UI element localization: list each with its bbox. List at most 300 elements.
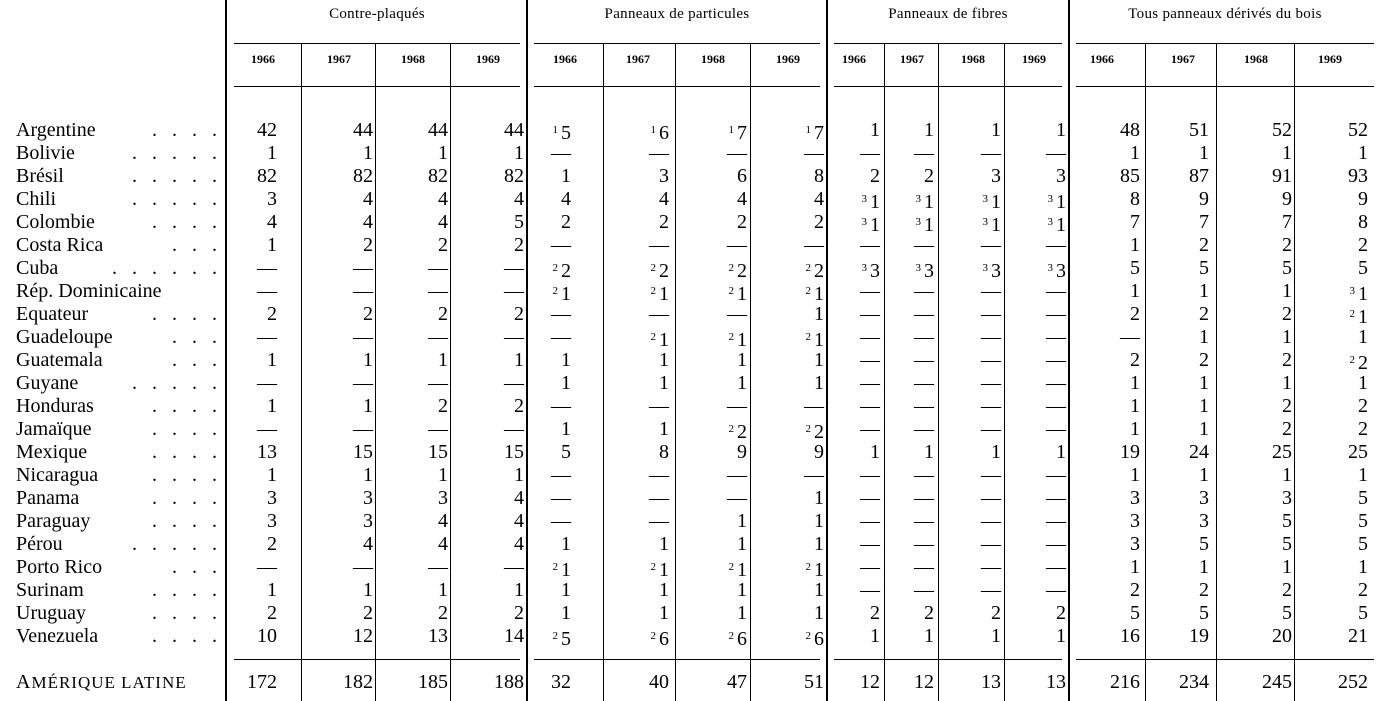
cell-value: —: [914, 234, 934, 256]
table-cell: [1149, 142, 1209, 165]
footnote-mark: 3: [1047, 216, 1053, 228]
cell-value: —: [860, 372, 880, 394]
footnote-mark: 2: [805, 561, 811, 573]
cell-value: 4: [659, 188, 669, 210]
table-cell: [764, 533, 824, 556]
cell-value: 1: [870, 625, 880, 647]
table-cell: [941, 303, 1001, 326]
leader-dots: . . . .: [152, 464, 222, 486]
cell-value: 44: [353, 119, 373, 141]
cell-value: 1: [659, 579, 669, 601]
footnote-mark: 3: [861, 216, 867, 228]
cell-value: —: [981, 510, 1001, 532]
cell-value: 52: [1348, 119, 1368, 141]
cell-value: 1: [814, 303, 824, 325]
table-cell: [1080, 303, 1140, 326]
cell-value: 2: [1282, 349, 1292, 371]
table-cell: [313, 487, 373, 510]
table-cell: [1232, 625, 1292, 648]
cell-value: 1: [870, 191, 880, 213]
footnote-mark: 2: [1349, 308, 1355, 320]
table-cell: [1308, 441, 1368, 464]
table-cell: [1080, 188, 1140, 211]
cell-value: 1: [991, 191, 1001, 213]
year-header: 1968: [401, 52, 425, 66]
cell-value: —: [551, 510, 571, 532]
leader-dots: . . .: [172, 234, 222, 256]
table-cell: [217, 211, 277, 234]
cell-value: 1: [1282, 372, 1292, 394]
cell-value: —: [860, 533, 880, 555]
cell-value: 21: [1348, 625, 1368, 647]
table-cell: [1080, 579, 1140, 602]
cell-value: 3: [1130, 510, 1140, 532]
group-underline: [534, 43, 820, 44]
table-cell: [217, 487, 277, 510]
cell-value: 3: [1056, 165, 1066, 187]
leader-dots: . . . . .: [132, 142, 222, 164]
leader-dots: . . . .: [152, 441, 222, 463]
cell-value: 1: [991, 441, 1001, 463]
cell-value: 1: [659, 533, 669, 555]
cell-value: 1: [363, 395, 373, 417]
table-cell: [217, 625, 277, 648]
table-cell: [609, 142, 669, 165]
country-name: Costa Rica: [16, 234, 104, 256]
cell-value: —: [428, 280, 448, 302]
table-cell: [941, 418, 1001, 441]
table-cell: [1149, 395, 1209, 418]
cell-value: 2: [1130, 349, 1140, 371]
country-name: Nicaragua: [16, 464, 99, 486]
table-cell: [1149, 326, 1209, 349]
table-cell: [1006, 372, 1066, 395]
cell-value: 1: [363, 142, 373, 164]
cell-value: 5: [1282, 533, 1292, 555]
table-cell: [687, 602, 747, 625]
cell-value: 15: [504, 441, 524, 463]
cell-value: 1: [438, 349, 448, 371]
table-cell: [1149, 211, 1209, 234]
table-cell: [1149, 418, 1209, 441]
cell-value: 1: [561, 418, 571, 440]
footnote-mark: 2: [552, 561, 558, 573]
cell-value: 2: [1358, 395, 1368, 417]
table-cell: [217, 510, 277, 533]
total-cell: 188: [494, 671, 524, 693]
cell-value: 51: [1189, 119, 1209, 141]
table-cell: [1006, 510, 1066, 533]
cell-value: 2: [1130, 303, 1140, 325]
cell-value: —: [860, 234, 880, 256]
cell-value: 1: [1358, 464, 1368, 486]
country-name: Pérou: [16, 533, 63, 555]
table-cell: [511, 211, 571, 234]
cell-value: 1: [561, 165, 571, 187]
table-cell: [1006, 326, 1066, 349]
cell-value: 1: [659, 372, 669, 394]
table-cell: [388, 625, 448, 648]
table-cell: [609, 487, 669, 510]
table-cell: [1006, 165, 1066, 188]
country-name: Mexique: [16, 441, 88, 463]
country-name: Guyane: [16, 372, 79, 394]
table-cell: [941, 395, 1001, 418]
cell-value: 1: [1282, 280, 1292, 302]
total-cell: 245: [1262, 671, 1292, 693]
table-cell: [874, 418, 934, 441]
year-header: 1966: [251, 52, 275, 66]
country-name: Venezuela: [16, 625, 99, 647]
country-name: Honduras: [16, 395, 94, 417]
country-name: Rép. Dominicaine: [16, 280, 162, 302]
footnote-mark: 2: [552, 630, 558, 642]
table-cell: [217, 349, 277, 372]
footnote-mark: 2: [728, 262, 734, 274]
cell-value: 2: [267, 602, 277, 624]
table-cell: [1308, 234, 1368, 257]
total-cell: 185: [418, 671, 448, 693]
cell-value: 91: [1272, 165, 1292, 187]
total-cell: 12: [860, 671, 880, 693]
table-cell: [1080, 533, 1140, 556]
cell-value: —: [914, 579, 934, 601]
cell-value: —: [551, 464, 571, 486]
leader-dots: . . . .: [152, 579, 222, 601]
cell-value: 9: [814, 441, 824, 463]
table-cell: [687, 487, 747, 510]
cell-value: —: [1046, 579, 1066, 601]
table-cell: [511, 303, 571, 326]
total-overline: [834, 659, 1062, 660]
cell-value: 1: [438, 142, 448, 164]
table-cell: [764, 487, 824, 510]
cell-value: —: [551, 326, 571, 348]
table-cell: [764, 165, 824, 188]
cell-value: —: [551, 142, 571, 164]
cell-value: —: [981, 418, 1001, 440]
table-cell: [1006, 579, 1066, 602]
footnote-mark: 3: [1349, 285, 1355, 297]
table-cell: [388, 234, 448, 257]
table-cell: [217, 579, 277, 602]
cell-value: 2: [924, 602, 934, 624]
group-header-contre-plaques: Contre-plaqués: [329, 6, 425, 22]
cell-value: —: [1046, 326, 1066, 348]
table-cell: [1232, 418, 1292, 441]
cell-value: —: [804, 142, 824, 164]
table-cell: [874, 395, 934, 418]
group-header-tous-panneaux: Tous panneaux dérivés du bois: [1128, 6, 1322, 22]
leader-dots: . . . .: [152, 211, 222, 233]
cell-value: 1: [267, 234, 277, 256]
table-cell: [820, 602, 880, 625]
year-header: 1969: [1318, 52, 1342, 66]
footnote-mark: 3: [915, 216, 921, 228]
column-divider: [375, 44, 376, 701]
footnote-mark: 3: [982, 262, 988, 274]
cell-value: —: [504, 326, 524, 348]
cell-value: —: [914, 395, 934, 417]
column-divider: [1294, 44, 1295, 701]
cell-value: —: [649, 395, 669, 417]
table-cell: [1308, 533, 1368, 556]
cell-value: 1: [1199, 418, 1209, 440]
cell-value: —: [649, 487, 669, 509]
cell-value: 2: [561, 211, 571, 233]
cell-value: 3: [1130, 487, 1140, 509]
group-header-panneaux-particules: Panneaux de particules: [604, 6, 750, 22]
cell-value: 3: [1056, 260, 1066, 282]
cell-value: 3: [1199, 487, 1209, 509]
table-cell: [1149, 487, 1209, 510]
table-cell: [217, 602, 277, 625]
table-cell: [764, 372, 824, 395]
cell-value: —: [727, 464, 747, 486]
cell-value: 1: [1130, 418, 1140, 440]
cell-value: 1: [267, 349, 277, 371]
cell-value: 2: [1199, 303, 1209, 325]
table-cell: [874, 510, 934, 533]
table-cell: [874, 326, 934, 349]
table-cell: [1308, 579, 1368, 602]
table-cell: [687, 533, 747, 556]
total-cell: 32: [551, 671, 571, 693]
cell-value: 9: [737, 441, 747, 463]
cell-value: 1: [1130, 280, 1140, 302]
table-cell: [820, 579, 880, 602]
cell-value: 1: [1130, 234, 1140, 256]
cell-value: —: [860, 326, 880, 348]
table-cell: [1149, 257, 1209, 280]
cell-value: —: [504, 280, 524, 302]
table-cell: [820, 625, 880, 648]
cell-value: 4: [514, 533, 524, 555]
table-cell: [941, 510, 1001, 533]
table-cell: [1149, 625, 1209, 648]
cell-value: 1: [363, 464, 373, 486]
table-cell: [1232, 119, 1292, 142]
cell-value: —: [804, 234, 824, 256]
table-cell: [1080, 464, 1140, 487]
footnote-mark: 2: [552, 262, 558, 274]
cell-value: 2: [737, 260, 747, 282]
table-cell: [511, 418, 571, 441]
cell-value: —: [504, 372, 524, 394]
footnote-mark: 1: [805, 124, 811, 136]
cell-value: 2: [1056, 602, 1066, 624]
table-cell: [1308, 257, 1368, 280]
cell-value: —: [428, 326, 448, 348]
cell-value: 3: [267, 188, 277, 210]
table-cell: [1232, 280, 1292, 303]
table-cell: [217, 533, 277, 556]
cell-value: 3: [363, 510, 373, 532]
leader-dots: . . .: [172, 556, 222, 578]
cell-value: 1: [1358, 372, 1368, 394]
table-cell: [874, 602, 934, 625]
table-cell: [820, 280, 880, 303]
footnote-mark: 2: [805, 630, 811, 642]
country-name: Bolivie: [16, 142, 75, 164]
table-cell: [1232, 556, 1292, 579]
table-cell: [687, 579, 747, 602]
cell-value: —: [1046, 556, 1066, 578]
cell-value: —: [981, 234, 1001, 256]
cell-value: 1: [267, 395, 277, 417]
table-cell: [1006, 464, 1066, 487]
cell-value: 2: [1282, 579, 1292, 601]
table-cell: [1149, 533, 1209, 556]
cell-value: 8: [1130, 188, 1140, 210]
cell-value: 2: [438, 602, 448, 624]
total-cell: 13: [1046, 671, 1066, 693]
table-cell: [1149, 303, 1209, 326]
cell-value: 10: [257, 625, 277, 647]
cell-value: 2: [438, 395, 448, 417]
cell-value: 1: [1199, 326, 1209, 348]
leader-dots: . . . . .: [132, 188, 222, 210]
cell-value: —: [649, 303, 669, 325]
year-header: 1966: [553, 52, 577, 66]
cell-value: 5: [1358, 510, 1368, 532]
table-cell: [1006, 280, 1066, 303]
table-cell: [1006, 602, 1066, 625]
column-divider: [450, 44, 451, 701]
cell-value: —: [860, 464, 880, 486]
table-cell: [874, 579, 934, 602]
total-overline: [1076, 659, 1374, 660]
footnote-mark: 1: [728, 124, 734, 136]
cell-value: 1: [737, 579, 747, 601]
table-cell: [687, 464, 747, 487]
cell-value: —: [1046, 280, 1066, 302]
cell-value: 1: [814, 579, 824, 601]
table-cell: [1232, 510, 1292, 533]
cell-value: 1: [737, 329, 747, 351]
cell-value: 2: [814, 211, 824, 233]
leader-dots: . . .: [172, 326, 222, 348]
cell-value: 5: [561, 122, 571, 144]
cell-value: 6: [659, 122, 669, 144]
country-name: Surinam: [16, 579, 84, 601]
cell-value: 5: [1199, 257, 1209, 279]
table-cell: [874, 556, 934, 579]
cell-value: 2: [514, 602, 524, 624]
country-name: Chili: [16, 188, 57, 210]
country-name: Porto Rico: [16, 556, 103, 578]
cell-value: 1: [1282, 326, 1292, 348]
table-cell: [874, 349, 934, 372]
table-cell: [941, 579, 1001, 602]
footnote-mark: 1: [552, 124, 558, 136]
table-cell: [1080, 211, 1140, 234]
table-cell: [217, 418, 277, 441]
cell-value: —: [1046, 303, 1066, 325]
cell-value: 1: [1130, 464, 1140, 486]
table-cell: [1232, 211, 1292, 234]
cell-value: 1: [1056, 625, 1066, 647]
total-cell: 234: [1179, 671, 1209, 693]
cell-value: —: [804, 395, 824, 417]
table-cell: [1232, 464, 1292, 487]
table-cell: [1006, 119, 1066, 142]
cell-value: 1: [737, 559, 747, 581]
cell-value: 2: [1282, 395, 1292, 417]
table-cell: [941, 556, 1001, 579]
cell-value: 82: [428, 165, 448, 187]
table-cell: [511, 234, 571, 257]
cell-value: 15: [353, 441, 373, 463]
cell-value: 3: [438, 487, 448, 509]
total-cell: 172: [247, 671, 277, 693]
table-cell: [388, 349, 448, 372]
cell-value: —: [504, 556, 524, 578]
footnote-mark: 2: [805, 423, 811, 435]
year-header: 1967: [1171, 52, 1195, 66]
table-cell: [1232, 303, 1292, 326]
cell-value: 1: [1282, 464, 1292, 486]
cell-value: 4: [737, 188, 747, 210]
cell-value: —: [649, 510, 669, 532]
table-cell: [313, 418, 373, 441]
cell-value: 1: [814, 329, 824, 351]
table-cell: [511, 487, 571, 510]
table-cell: [874, 234, 934, 257]
table-cell: [1149, 602, 1209, 625]
cell-value: 4: [363, 188, 373, 210]
table-cell: [511, 165, 571, 188]
cell-value: 5: [514, 211, 524, 233]
column-divider: [1004, 44, 1005, 701]
table-cell: [764, 441, 824, 464]
table-cell: [313, 579, 373, 602]
table-cell: [1080, 349, 1140, 372]
table-cell: [764, 211, 824, 234]
cell-value: 1: [514, 464, 524, 486]
table-cell: [1308, 165, 1368, 188]
table-cell: [388, 257, 448, 280]
year-header: 1966: [1090, 52, 1114, 66]
cell-value: 2: [514, 303, 524, 325]
leader-dots: . . . . . .: [112, 257, 222, 279]
table-cell: [1080, 326, 1140, 349]
table-cell: [1080, 441, 1140, 464]
cell-value: 2: [1358, 234, 1368, 256]
table-cell: [687, 395, 747, 418]
table-cell: [874, 142, 934, 165]
column-divider: [750, 44, 751, 701]
cell-value: —: [551, 395, 571, 417]
total-cell: 40: [649, 671, 669, 693]
table-cell: [511, 625, 571, 651]
table-cell: [388, 142, 448, 165]
cell-value: —: [981, 579, 1001, 601]
cell-value: 2: [514, 395, 524, 417]
table-cell: [313, 280, 373, 303]
group-underline: [1076, 43, 1374, 44]
table-cell: [1308, 119, 1368, 142]
cell-value: —: [914, 142, 934, 164]
country-name: Colombie: [16, 211, 95, 233]
cell-value: —: [257, 326, 277, 348]
cell-value: —: [981, 556, 1001, 578]
cell-value: 1: [1199, 464, 1209, 486]
cell-value: 4: [267, 211, 277, 233]
cell-value: —: [1046, 372, 1066, 394]
table-cell: [820, 510, 880, 533]
table-cell: [511, 602, 571, 625]
